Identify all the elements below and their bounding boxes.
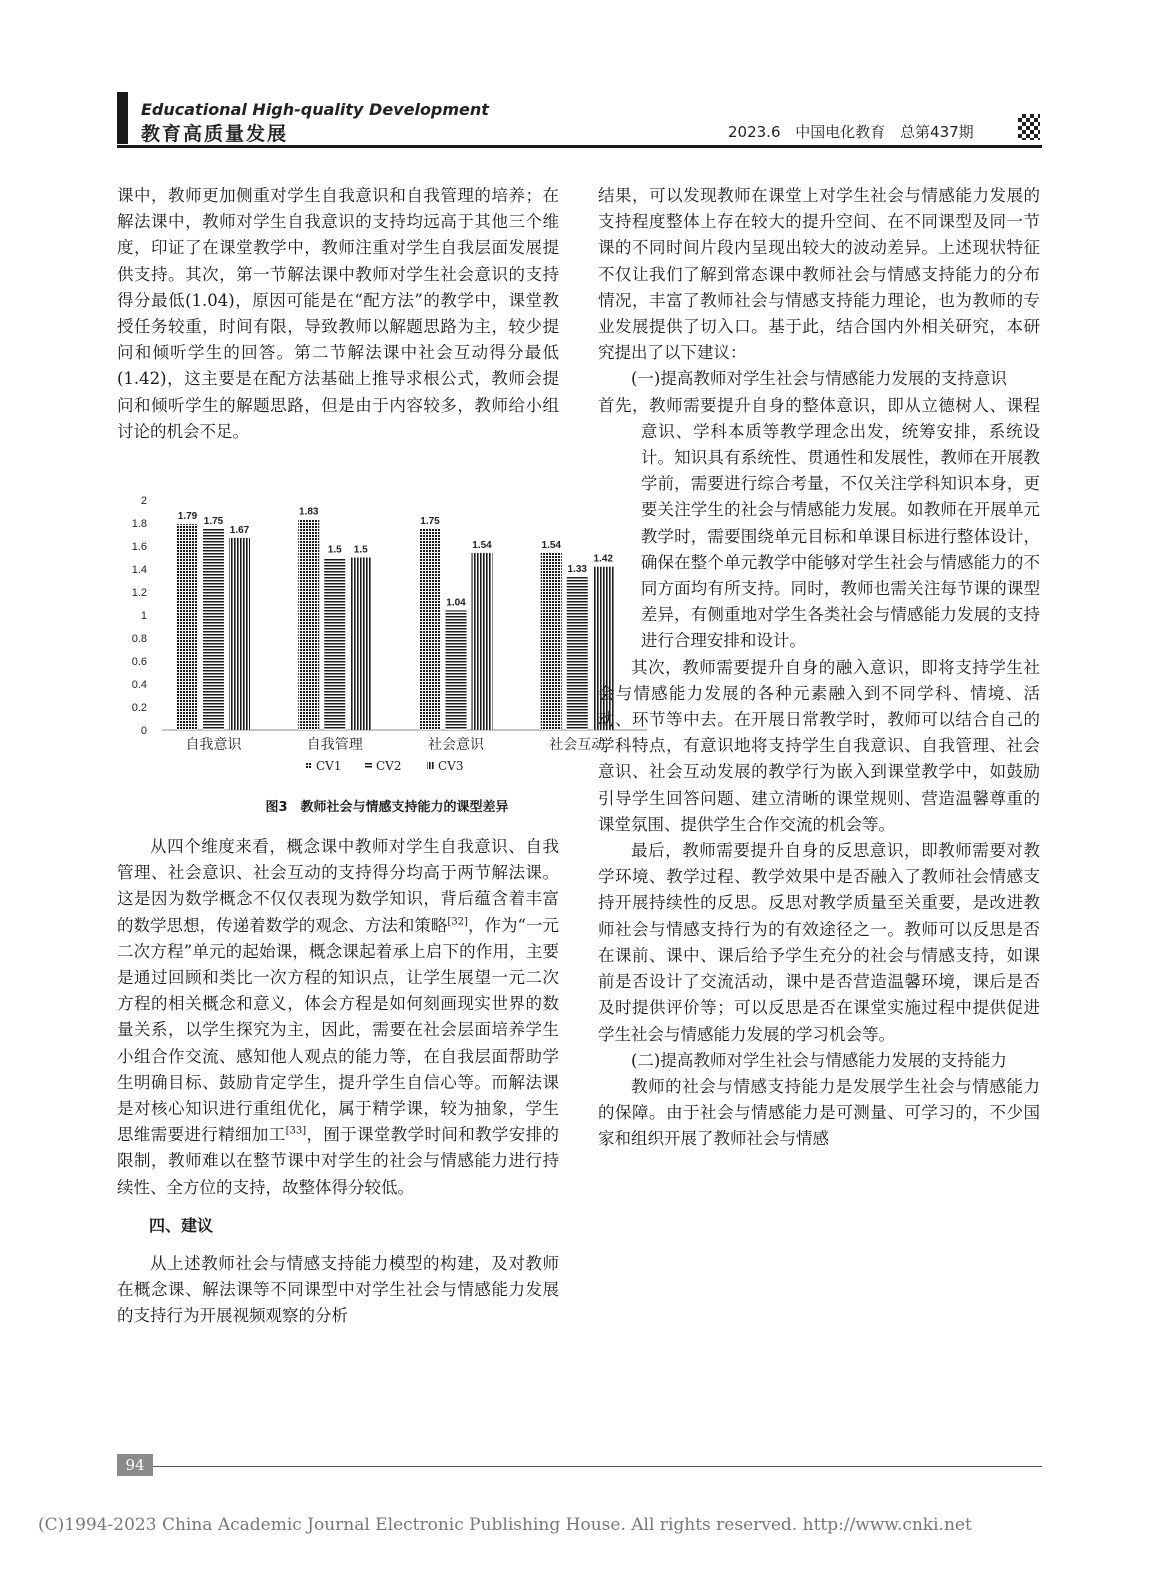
data-label: 1.54 <box>541 539 561 551</box>
x-category-label: 社会意识 <box>428 737 484 753</box>
header-rule <box>117 145 1042 148</box>
bar-cv2 <box>446 610 467 730</box>
left-paragraph-2-part-b: ，作为“一元二次方程”单元的起始课，概念课起着承上启下的作用，主要是通过回顾和类比一次方程的知识点，让学生展望一元二次方程的相关概念和意义，体会方程是如何刻画现实世界的数量关系，以学生探究为主，因此，需要在社会层面培养学生小组合作交流、感知他人观点的能力等，在自我层面帮助学生明确目标、鼓励肯定学生，提升学生自信心等。而解法课是对核心知识进行重组优化，属于精学课，较为抽象，学生思维需要进行精细加工 <box>117 915 560 1145</box>
bar-cv2 <box>324 558 345 731</box>
page-number: 94 <box>117 1454 153 1476</box>
subheading-1: (一)提高教师对学生社会与情感能力发展的支持意识 <box>631 369 1007 389</box>
bar-cv2 <box>567 577 588 730</box>
bar-cv1 <box>298 520 319 730</box>
bar-chart <box>117 490 657 820</box>
y-tick-label: 1.4 <box>131 564 147 576</box>
legend-label-cv1: CV1 <box>316 759 342 773</box>
y-tick-label: 1.2 <box>131 587 147 599</box>
bar-cv3 <box>350 558 371 731</box>
legend-label-cv2: CV2 <box>376 759 402 773</box>
left-paragraph-3: 从上述教师社会与情感支持能力模型的构建，及对教师在概念课、解法课等不同课型中对学生社会与情感能力发展的支持行为开展视频观察的分析 <box>117 1254 559 1326</box>
legend-swatch-cv1 <box>305 762 312 769</box>
section-heading-suggestions: 四、建议 <box>149 1215 214 1235</box>
left-paragraph-2-part-c: ，囿于课堂教学时间和教学安排的限制，教师难以在整节课中对学生的社会与情感能力进行持续性、全方位的支持，故整体得分较低。 <box>117 1125 560 1197</box>
reference-32[interactable]: [32] <box>447 916 468 928</box>
figure-caption: 图3 教师社会与情感支持能力的课型差异 <box>265 800 509 815</box>
right-column <box>598 183 1040 1153</box>
data-label: 1.5 <box>353 544 368 556</box>
header-bar <box>117 92 128 144</box>
bar-cv1 <box>177 524 198 730</box>
journal-title-cn: 教育高质量发展 <box>141 123 289 145</box>
left-column-top <box>117 183 559 445</box>
y-tick-label: 0.4 <box>131 679 147 691</box>
bar-cv2 <box>203 529 224 730</box>
data-label: 1.79 <box>177 511 198 523</box>
journal-title-en: Educational High-quality Development <box>141 100 489 119</box>
y-tick-label: 1.8 <box>131 518 147 530</box>
copyright-notice: (C)1994-2023 China Academic Journal Electronic Publishing House. All rights reserved. http://www.cnki.net <box>38 1515 972 1535</box>
data-label: 1.04 <box>446 597 466 609</box>
data-label: 1.5 <box>327 544 342 556</box>
left-paragraph-2 <box>117 834 559 1201</box>
data-label: 1.75 <box>420 515 440 527</box>
y-tick-label: 0.2 <box>131 702 147 714</box>
legend-label-cv3: CV3 <box>438 759 464 773</box>
y-tick-label: 0.8 <box>131 633 147 645</box>
data-label: 1.54 <box>472 539 492 551</box>
left-paragraph-1: 课中，教师更加侧重对学生自我意识和自我管理的培养；在解法课中，教师对学生自我意识的支持均远高于其他三个维度，印证了在课堂教学中，教师注重对学生自我层面发展提供支持。其次，第一节解法课中教师对学生社会意识的支持得分最低(1.04)，原因可能是在“配方法”的教学中，课堂教授任务较重，时间有限，导致教师以解题思路为主，较少提问和倾听学生的回答。第二节解法课中社会互动得分最低(1.42)，这主要是在配方法基础上推导求根公式，教师会提问和倾听学生的解题思路，但是由于内容较多，教师给小组讨论的机会不足。 <box>117 186 559 441</box>
data-label: 1.75 <box>203 515 224 527</box>
right-paragraph-1: 结果，可以发现教师在课堂上对学生社会与情感能力发展的支持程度整体上存在较大的提升空间、在不同课型及同一节课的不同时间片段内呈现出较大的波动差异。上述现状特征不仅让我们了解到常态课中教师社会与情感支持能力的分布情况，丰富了教师社会与情感支持能力理论，也为教师的专业发展提供了切入口。基于此，结合国内外相关研究，本研究提出了以下建议： <box>598 186 1040 363</box>
y-tick-label: 0 <box>140 725 147 737</box>
figure-3 <box>117 490 657 820</box>
legend-swatch-cv3 <box>427 762 434 769</box>
issue-info: 2023.6 中国电化教育 总第437期 <box>728 123 974 141</box>
left-paragraph-2-part-a: 从四个维度来看，概念课中教师对学生自我意识、自我管理、社会意识、社会互动的支持得分均高于两节解法课。这是因为数学概念不仅仅表现为数学知识，背后蕴含着丰富的数学思想，传递着数学的观念、方法和策略 <box>117 837 559 935</box>
right-paragraph-5: 教师的社会与情感支持能力是发展学生社会与情感能力的保障。由于社会与情感能力是可测量、可学习的，不少国家和组织开展了教师社会与情感 <box>598 1076 1040 1149</box>
checker-decoration <box>1018 114 1040 140</box>
legend-swatch-cv2 <box>365 762 372 769</box>
x-category-label: 自我管理 <box>306 737 363 753</box>
x-category-label: 社会互动 <box>549 737 606 753</box>
bar-cv1 <box>541 553 562 730</box>
y-tick-label: 1.6 <box>131 541 147 553</box>
footer-rule <box>117 1466 1042 1467</box>
bar-cv1 <box>420 529 441 730</box>
bar-cv3 <box>472 553 493 730</box>
data-label: 1.67 <box>229 524 250 536</box>
right-paragraph-2: 首先，教师需要提升自身的整体意识，即从立德树人、课程意识、学科本质等教学理念出发，统筹安排，系统设计。知识具有系统性、贯通性和发展性，教师在开展教学前，需要进行综合考量，不仅关注学科知识本身，更要关注学生的社会与情感能力发展。如教师在开展单元教学时，需要围绕单元目标和单课目标进行整体设计，确保在整个单元教学中能够对学生社会与情感能力的不同方面均有所支持。同时，教师也需关注每节课的课型差异，有侧重地对学生各类社会与情感能力发展的支持进行合理安排和设计。 <box>598 395 1040 651</box>
y-tick-label: 2 <box>140 495 147 507</box>
data-label: 1.83 <box>299 506 319 518</box>
data-label: 1.33 <box>567 564 587 576</box>
right-paragraph-4: 最后，教师需要提升自身的反思意识，即教师需要对教学环境、教学过程、教学效果中是否融入了教师社会情感支持开展持续性的反思。反思对教学质量至关重要，是改进教师社会与情感支持行为的有效途径之一。教师可以反思是否在课前、课中、课后给予学生充分的社会与情感支持，如课前是否设计了交流活动，课中是否营造温馨环境，课后是否及时提供评价等；可以反思是否在课堂实施过程中提供促进学生社会与情感能力发展的学习机会等。 <box>598 841 1040 1044</box>
y-tick-label: 1 <box>140 610 147 622</box>
data-label: 1.42 <box>593 553 613 565</box>
y-tick-label: 0.6 <box>131 656 147 668</box>
subheading-2: (二)提高教师对学生社会与情感能力发展的支持能力 <box>631 1050 1007 1070</box>
right-paragraph-3: 其次，教师需要提升自身的融入意识，即将支持学生社会与情感能力发展的各种元素融入到不同学科、情境、活动、环节等中去。在开展日常教学时，教师可以结合自己的学科特点，有意识地将支持学生自我意识、自我管理、社会意识、社会互动发展的教学行为嵌入到课堂教学中，如鼓励引导学生回答问题、建立清晰的课堂规则、营造温馨尊重的课堂氛围、提供学生合作交流的机会等。 <box>598 657 1040 834</box>
reference-33[interactable]: [33] <box>285 1125 307 1137</box>
bar-cv3 <box>229 538 250 730</box>
left-column-bottom <box>117 834 559 1330</box>
x-category-label: 自我意识 <box>185 737 242 753</box>
